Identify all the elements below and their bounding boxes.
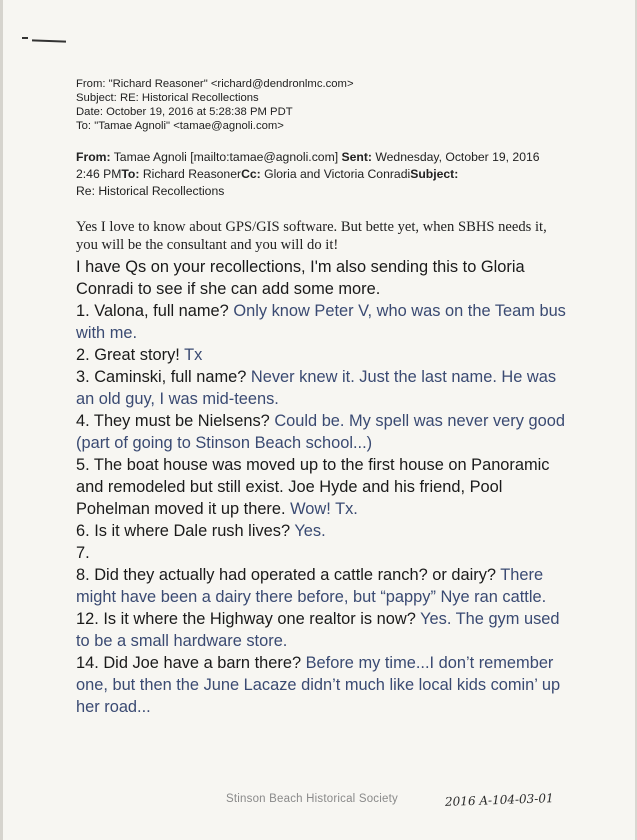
answer-text: Tx — [184, 346, 203, 364]
footer-society: Stinson Beach Historical Society — [226, 793, 398, 805]
question-text: 12. Is it where the Highway one realtor is now? — [76, 610, 421, 628]
qa-item — [76, 520, 576, 542]
orig-to-value: Richard Reasoner — [139, 167, 242, 181]
answer-text: Never knew it. Just the last name. He was an old guy, I was mid-teens. — [76, 368, 557, 408]
reply-to: To: "Tamae Agnoli" <tamae@agnoli.com> — [76, 120, 284, 132]
question-text: 5. The boat house was moved up to the first house on Panoramic and remodeled but still exist. Joe Hyde and his friend, Pool Pohelman moved it up there. — [76, 456, 550, 518]
question-text: 14. Did Joe have a barn there? — [76, 654, 306, 672]
orig-subject-label: Subject: — [410, 167, 459, 181]
question-text: 8. Did they actually had operated a cattle ranch? or dairy? — [76, 566, 501, 584]
orig-sent-label: Sent: — [341, 150, 372, 164]
lead-paragraph: I have Qs on your recollections, I'm also sending this to Gloria Conradi to see if she can add some more. — [76, 258, 525, 298]
orig-from-value: Tamae Agnoli [mailto:tamae@agnoli.com] — [110, 150, 342, 164]
pen-mark-small — [22, 37, 28, 39]
question-text: 3. Caminski, full name? — [76, 368, 251, 386]
qa-item — [76, 542, 576, 564]
qa-item — [76, 300, 576, 344]
intro-paragraph: Yes I love to know about GPS/GIS software. But bette yet, when SBHS needs it, you will be the consultant and you will do it! — [76, 219, 547, 253]
reply-date: Date: October 19, 2016 at 5:28:38 PM PDT — [76, 106, 293, 118]
orig-from-label: From: — [76, 150, 111, 164]
catalog-number: 2016 A-104-03-01 — [444, 791, 554, 809]
orig-sent-value: Wednesday, October 19, 2016 2:46 PM — [76, 150, 540, 181]
question-text: 2. Great story! — [76, 346, 185, 364]
question-text: 1. Valona, full name? — [76, 302, 234, 320]
orig-cc-value: Gloria and Victoria Conradi — [260, 167, 411, 181]
original-header — [76, 149, 556, 200]
reply-from: From: "Richard Reasoner" <richard@dendronlmc.com> — [76, 78, 354, 90]
answer-text: Yes. — [294, 522, 326, 540]
qa-item — [76, 344, 576, 366]
reply-subject: Subject: RE: Historical Recollections — [76, 92, 259, 104]
question-text: 4. They must be Nielsens? — [76, 412, 275, 430]
qa-item — [76, 366, 576, 410]
reply-header — [76, 77, 546, 133]
qa-list — [76, 300, 576, 718]
answer-text: Could be. My spell was never very good (part of going to Stinson Beach school...) — [76, 412, 565, 452]
question-text: 6. Is it where Dale rush lives? — [76, 522, 295, 540]
qa-item — [76, 454, 576, 520]
orig-to-label: To: — [121, 167, 140, 181]
answer-text: There might have been a dairy there before, but “pappy” Nye ran cattle. — [76, 566, 547, 606]
qa-item — [76, 564, 576, 608]
answer-text: Only know Peter V, who was on the Team bus with me. — [76, 302, 566, 342]
answer-text: Wow! Tx. — [290, 500, 358, 518]
answer-text: Before my time...I don’t remember one, but then the June Lacaze didn’t much like local kids comin’ up her road... — [76, 654, 561, 716]
orig-subject-value: Re: Historical Recollections — [76, 184, 225, 198]
orig-cc-label: Cc: — [241, 167, 261, 181]
qa-item — [76, 410, 576, 454]
qa-item — [76, 652, 576, 718]
qa-item — [76, 608, 576, 652]
question-text: 7. — [76, 544, 90, 562]
answer-text: Yes. The gym used to be a small hardware store. — [76, 610, 560, 650]
message-body — [76, 256, 576, 718]
